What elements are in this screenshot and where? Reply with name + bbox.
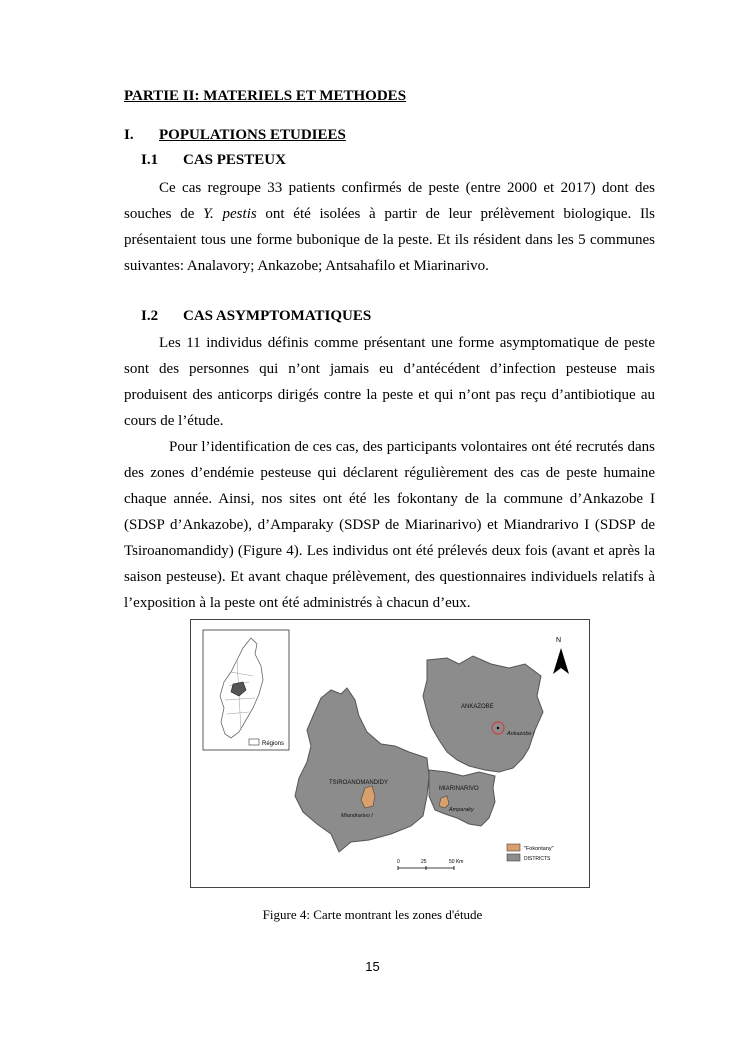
subsection-heading-2 [141,308,371,325]
paragraph-text: Pour l’identification de ces cas, des participants volontaires ont été recrutés dans des zones d’endémie pesteuse qui déclarent régulièrement des cas de peste humaine chaque année. Ainsi, nos sites ont été les fokontany de la commune d’Ankazobe I (SDSP d’Ankazobe), d’Amparaky (SDSP de Miarinarivo) et Miandrarivo I (SDSP de Tsiroanomandidy) (Figure 4). Les individus ont été prélevés deux fois (avant et après la saison pesteuse). Et avant chaque prélèvement, des questionnaires individuels relatifs à l’exposition à la peste ont été administrés à chacun d’eux. [124,439,655,611]
figure-caption: Figure 4: Carte montrant les zones d'étude [262,907,483,922]
part-heading: PARTIE II: MATERIELS ET METHODES [124,88,407,104]
subsection-number: I.2 [141,308,159,324]
species-name: Y. pestis [203,206,257,222]
paragraph-text: Ce cas regroupe 33 patients confirmés de peste (entre 2000 et 2017) dont des souches de [124,180,655,222]
site-label-ankazobe: Ankazobe I [507,731,535,737]
scale-label-0: 0 [397,859,400,865]
scale-label-25: 25 [421,859,427,865]
legend-swatch-fokontany [507,844,520,851]
subsection-title: CAS ASYMPTOMATIQUES [183,308,372,324]
paragraph-asymptomatiques [124,330,655,616]
paragraph-text: Les 11 individus définis comme présentant une forme asymptomatique de peste sont des personnes qui n’ont jamais eu d’antécédent d’infection pesteuse mais produisent des anticorps dirigés contre la peste et qui n’ont pas reçu d’antibiotique au cours de l’étude. [124,335,655,429]
district-label-tsiroanomandidy: TSIROANOMANDIDY [329,780,389,786]
site-dot-ankazobe [497,727,499,729]
section-title: POPULATIONS ETUDIEES [159,127,346,143]
study-area-map [190,619,590,888]
inset-legend-label: Régions [262,741,285,747]
scale-label-50: 50 Km [449,859,464,865]
paragraph-cas-pesteux [124,175,655,279]
legend-swatch-districts [507,854,520,861]
site-label-miandrarivo: Miandrarivo I [341,813,373,819]
site-label-amparaky: Amparaky [449,807,474,813]
district-miarinarivo [429,770,495,826]
subsection-heading-1 [141,152,286,169]
district-tsiroanomandidy [295,688,429,852]
section-number: I. [124,127,134,143]
section-heading [124,127,346,144]
scale-bar [398,866,454,870]
district-label-miarinarivo: MIARINARIVO [439,786,479,792]
district-ankazobe [423,656,543,772]
page-number: 15 [365,959,380,974]
subsection-title: CAS PESTEUX [183,152,286,168]
inset-legend-swatch [249,739,259,745]
legend-label-districts: DISTRICTS [524,856,551,862]
subsection-number: I.1 [141,152,159,168]
district-label-ankazobe: ANKAZOBE [461,704,494,710]
legend-label-fokontany: "Fokontany" [524,846,554,852]
north-arrow-icon [553,648,569,674]
north-label: N [556,637,562,644]
paragraph-text: ont été isolées à partir de leur prélèvement biologique. Ils présentaient tous une forme bubonique de la peste. Et ils résident dans les 5 communes suivantes: Analavory; Ankazobe; Antsahafilo et Miarinarivo. [124,206,655,274]
